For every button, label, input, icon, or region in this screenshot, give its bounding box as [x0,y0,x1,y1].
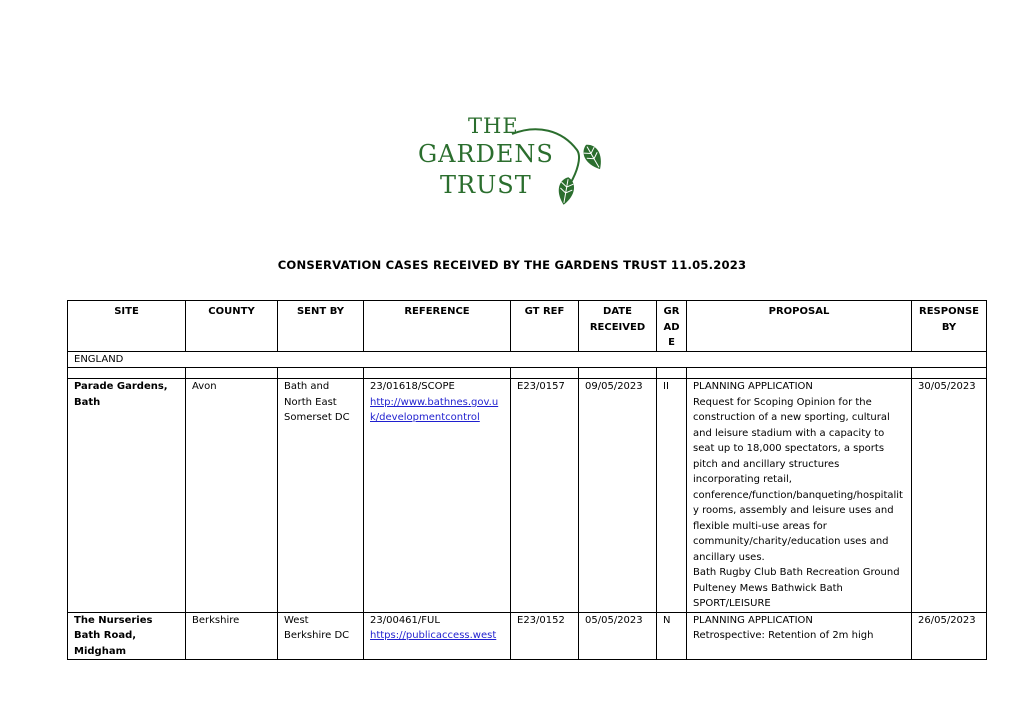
proposal-type: PLANNING APPLICATION [693,381,813,392]
logo-line-the: THE [468,114,519,138]
col-header-date-received: DATE RECEIVED [579,301,657,352]
col-header-proposal: PROPOSAL [687,301,912,352]
proposal-text: Request for Scoping Opinion for the construction of a new sporting, cultural and leisure stadium with a capacity to seat up to 18,000 spectators, a sports pitch and ancillary structures incorporating retail, conference/function/banqueting/hospitality rooms, assembly and leisure uses and flexible multi-use areas for community/charity/education uses and ancillary uses. [693,396,903,563]
cell-gt-ref: E23/0152 [511,612,579,660]
cell-proposal [687,612,912,660]
reference-link[interactable]: https://publicaccess.west [370,630,497,641]
col-header-grade: GR AD E [657,301,687,352]
col-header-site: SITE [68,301,186,352]
cell-gt-ref: E23/0157 [511,379,579,613]
cell-site: The Nurseries Bath Road, Midgham [68,612,186,660]
cell-reference [364,612,511,660]
cell-response-by: 26/05/2023 [912,612,987,660]
cell-reference [364,379,511,613]
document-title: CONSERVATION CASES RECEIVED BY THE GARDENS TRUST 11.05.2023 [277,258,747,272]
region-label: ENGLAND [68,351,987,368]
cell-sent-by: Bath and North East Somerset DC [278,379,364,613]
col-header-county: COUNTY [186,301,278,352]
cell-date-received: 05/05/2023 [579,612,657,660]
reference-number: 23/00461/FUL [370,614,440,626]
table-header-row [68,301,987,352]
col-header-sent-by: SENT BY [278,301,364,352]
col-header-reference: REFERENCE [364,301,511,352]
proposal-category: SPORT/LEISURE [693,598,771,609]
col-header-gt-ref: GT REF [511,301,579,352]
leaf-vine-icon [412,112,612,210]
col-header-response-by: RESPONSE BY [912,301,987,352]
cell-site: Parade Gardens, Bath [68,379,186,613]
cell-grade: N [657,612,687,660]
spacer-row [68,368,987,379]
reference-link[interactable]: http://www.bathnes.gov.uk/developmentcontrol [370,396,499,423]
cell-sent-by: West Berkshire DC [278,612,364,660]
cell-county: Avon [186,379,278,613]
gardens-trust-logo [412,112,612,210]
proposal-type: PLANNING APPLICATION [693,614,813,626]
cell-grade: II [657,379,687,613]
logo-line-trust: TRUST [440,171,532,199]
proposal-address: Bath Rugby Club Bath Recreation Ground Pulteney Mews Bathwick Bath [693,567,900,594]
cell-date-received: 09/05/2023 [579,379,657,613]
cell-response-by: 30/05/2023 [912,379,987,613]
table-row [68,379,987,613]
table-row [68,612,987,660]
cell-county: Berkshire [186,612,278,660]
cell-proposal [687,379,912,613]
conservation-cases-table [67,300,987,660]
logo-line-gardens: GARDENS [418,140,554,168]
region-row [68,351,987,368]
proposal-text: Retrospective: Retention of 2m high [693,630,874,641]
reference-number: 23/01618/SCOPE [370,381,455,392]
